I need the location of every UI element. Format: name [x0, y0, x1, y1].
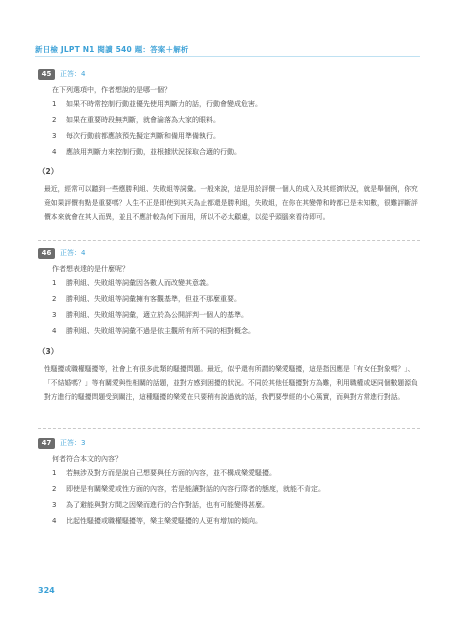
section-divider — [38, 428, 420, 429]
question-number-badge: 45 — [38, 69, 55, 80]
question-45 — [38, 68, 422, 160]
option-1: 1 如果不時常控制行動並優先使用判斷力的話，行動會變成危害。 — [52, 100, 262, 108]
section-label-3: （3） — [38, 347, 59, 356]
option-3: 3 勝利組、失敗組等詞彙，適立於為公開評判一個人的基準。 — [52, 311, 248, 319]
question-text: 何者符合本文的內容？ — [52, 455, 122, 463]
passage-2: 最近，經常可以聽到一些應勝利組、失敗組等詞彙。一般來說，這是用於評價一個人的成入及其經濟狀況，就是舉個例，你究竟如果評價有點是重要嗎？人生不正是即使到其天為止都還是勝利組，失敗組，在你在其變帶和時都已是未知數，很難評斷評價本來就會在其人而異，並且不應計較為何下面用，所以不必太顧慮，以從乎頭腦來看待即可。 — [44, 185, 418, 221]
question-47 — [38, 437, 422, 529]
section-divider — [38, 240, 420, 241]
option-2: 2 即使是有關樂愛或性方面的內容，若是能讓對話的內容行際者的態度，就能不肯定。 — [52, 485, 325, 493]
option-2: 2 如果在重要時段無判斷，就會淪落為大家的眼料。 — [52, 116, 220, 124]
option-2: 2 勝利組、失敗組等詞彙擁有客觀基準，但並不那麼重要。 — [52, 295, 241, 303]
option-4: 4 應該用判斷力來控制行動，並根據狀況採取合適的行動。 — [52, 148, 241, 156]
option-3: 3 為了避能與對方間之因樂而進行的合作對話，也有可能變得甚麼。 — [52, 501, 269, 509]
section-label-2: （2） — [38, 167, 59, 176]
question-46 — [38, 247, 422, 339]
page-number: 324 — [38, 586, 55, 595]
question-text: 在下列選項中，作者想說的是哪一個？ — [52, 86, 171, 94]
answer-label: 正答：4 — [60, 70, 86, 78]
option-1: 1 若無涉及對方而是說自己想要與任方面的內容，並不構成樂愛騷擾。 — [52, 469, 276, 477]
option-1: 1 勝利組、失敗組等詞彙因各數人而改變其意義。 — [52, 279, 213, 287]
question-number-badge: 47 — [38, 438, 55, 449]
answer-label: 正答：4 — [60, 249, 86, 257]
question-number-badge: 46 — [38, 248, 55, 259]
running-header: 新日檢 JLPT N1 閱讀 540 題：答案＋解析 — [35, 45, 189, 54]
option-3: 3 每次行動前都應該預先擬定判斷和備用準備執行。 — [52, 132, 220, 140]
header-divider — [35, 56, 420, 57]
passage-3: 性騷擾或職權騷擾等，社會上有很多此類的騷擾問題。最近，似乎還有所謂的樂愛騷擾，這是指因應是「有女任對象嗎？」、「不結婚嗎？」等有關愛與性相關的話題，並對方感到困擾的狀況。不同於其他任騷擾對方為難，利用職權或逐同個數題源負對方進行的騷擾問題受到關注，這種騷擾的樂愛在只要稍有說過就的話，我們要學經的小心篤實，而與對方常進行對話。 — [44, 365, 418, 401]
option-4: 4 勝利組、失敗組等詞彙不過是依主觀所有所不同的相對概念。 — [52, 327, 255, 335]
option-4: 4 比起性騷擾或職權騷擾等，樂主樂愛騷擾的人更有增加的傾向。 — [52, 517, 262, 525]
question-text: 作者想表達的是什麼呢？ — [52, 265, 129, 273]
answer-label: 正答：3 — [60, 439, 86, 447]
